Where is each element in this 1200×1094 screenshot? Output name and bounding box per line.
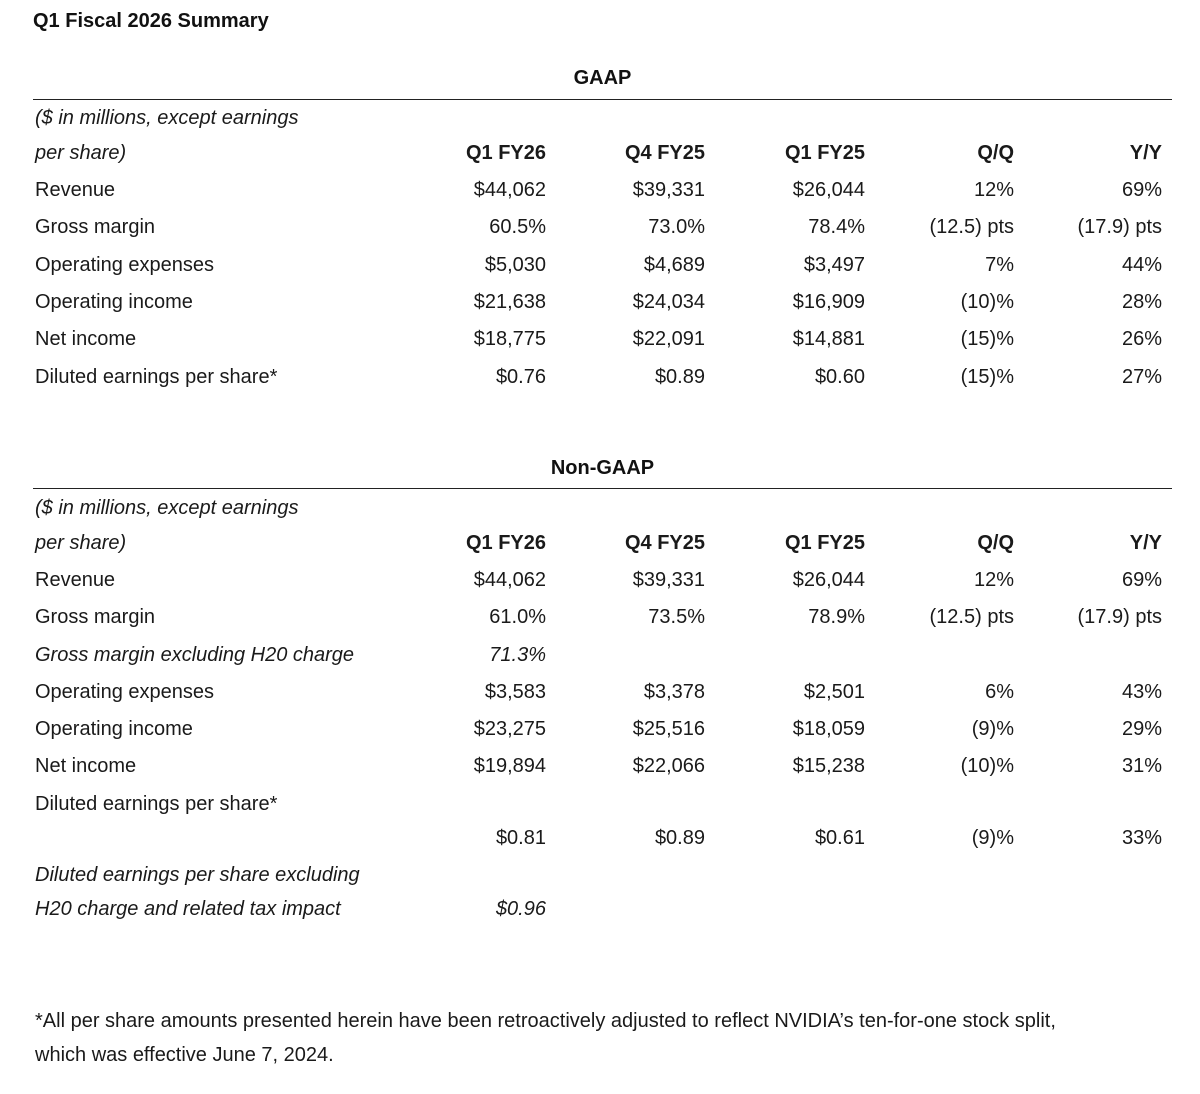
cell-q4fy25: 73.0% [648,216,705,238]
cell-q1fy25: $14,881 [792,328,865,350]
cell-q1fy25: $15,238 [792,755,865,777]
cell-q4fy25: $22,091 [632,328,705,350]
cell-q1fy26: $19,894 [473,755,546,777]
row-label: Diluted earnings per share* [35,793,278,815]
cell-q1fy26: $44,062 [473,179,546,201]
cell-q4fy25: $4,689 [643,254,705,276]
nongaap-col-header-q1fy26: Q1 FY26 [465,532,546,554]
footnote-line1: *All per share amounts presented herein have been retroactively adjusted to reflect NVIDIA’s ten-for-one stock split, [35,1010,1056,1032]
cell-q4fy25: $39,331 [632,179,705,201]
gaap-heading: GAAP [573,67,632,89]
cell-qq: (15)% [960,328,1014,350]
cell-q1fy26: 60.5% [489,216,546,238]
cell-q1fy25: $2,501 [803,681,865,703]
gaap-row-revenue [33,173,1172,207]
cell-q1fy26: $0.96 [495,898,546,920]
gaap-row-diluted-eps [33,360,1172,394]
cell-q1fy25: $18,059 [792,718,865,740]
row-label: Gross margin [35,216,156,238]
cell-q1fy26: $21,638 [473,291,546,313]
cell-q4fy25: $25,516 [632,718,705,740]
gaap-units-label-line2: per share) [35,142,127,164]
cell-yy: 69% [1121,569,1162,591]
cell-yy: (17.9) pts [1077,216,1162,238]
cell-q1fy25: 78.9% [808,606,865,628]
nongaap-row-revenue [33,563,1172,597]
nongaap-header-row [33,526,1172,560]
cell-yy: 43% [1121,681,1162,703]
cell-yy: (17.9) pts [1077,606,1162,628]
cell-q4fy25: $22,066 [632,755,705,777]
cell-yy: 33% [1121,827,1162,849]
nongaap-row-gross-margin [33,600,1172,634]
cell-q1fy25: $26,044 [792,179,865,201]
row-label: Gross margin excluding H20 charge [35,644,355,666]
footnote-line2: which was effective June 7, 2024. [35,1044,334,1066]
cell-q1fy26: $0.76 [495,366,546,388]
nongaap-row-net-income [33,749,1172,783]
nongaap-units-label-line2: per share) [35,532,127,554]
gaap-col-header-qq: Q/Q [977,142,1014,164]
nongaap-units-row [33,491,1172,525]
gaap-row-net-income [33,322,1172,356]
cell-q1fy26: $18,775 [473,328,546,350]
cell-q1fy26: 71.3% [489,644,546,666]
cell-q4fy25: $0.89 [654,827,705,849]
cell-q1fy25: $16,909 [792,291,865,313]
nongaap-col-header-yy: Y/Y [1129,532,1162,554]
row-label: Operating expenses [35,681,215,703]
cell-qq: 12% [973,569,1014,591]
gaap-divider [33,99,1172,100]
cell-q1fy26: 61.0% [489,606,546,628]
cell-qq: (9)% [971,827,1014,849]
cell-q1fy26: $44,062 [473,569,546,591]
row-label: Operating income [35,718,193,740]
cell-yy: 28% [1121,291,1162,313]
row-label: Operating income [35,291,193,313]
nongaap-row-operating-income [33,712,1172,746]
row-label: Revenue [35,569,116,591]
gaap-units-label-line1: ($ in millions, except earnings [35,107,299,129]
cell-yy: 31% [1121,755,1162,777]
gaap-col-header-q1fy25: Q1 FY25 [784,142,865,164]
nongaap-row-gross-margin-ex-h20 [33,638,1172,672]
cell-q1fy26: $23,275 [473,718,546,740]
gaap-col-header-yy: Y/Y [1129,142,1162,164]
cell-q1fy26: $0.81 [495,827,546,849]
gaap-units-row [33,101,1172,135]
nongaap-col-header-q1fy25: Q1 FY25 [784,532,865,554]
cell-qq: (9)% [971,718,1014,740]
cell-q1fy26: $3,583 [484,681,546,703]
row-label: Net income [35,328,137,350]
cell-qq: (15)% [960,366,1014,388]
cell-yy: 29% [1121,718,1162,740]
gaap-row-operating-income [33,285,1172,319]
cell-q4fy25: $3,378 [643,681,705,703]
page-title: Q1 Fiscal 2026 Summary [33,10,269,32]
nongaap-row-diluted-eps-values [33,821,1172,855]
cell-yy: 69% [1121,179,1162,201]
row-label: Revenue [35,179,116,201]
cell-yy: 44% [1121,254,1162,276]
cell-qq: (10)% [960,755,1014,777]
row-label: Diluted earnings per share* [35,366,278,388]
gaap-row-gross-margin [33,210,1172,244]
row-label: Gross margin [35,606,156,628]
cell-q1fy25: $0.60 [814,366,865,388]
cell-qq: (12.5) pts [929,606,1014,628]
cell-q1fy25: $0.61 [814,827,865,849]
nongaap-row-operating-expenses [33,675,1172,709]
cell-q4fy25: $0.89 [654,366,705,388]
nongaap-row-diluted-eps-label [33,787,1172,821]
footnote [35,1004,1175,1072]
cell-qq: 7% [985,254,1014,276]
cell-q1fy25: $3,497 [803,254,865,276]
gaap-col-header-q4fy25: Q4 FY25 [624,142,705,164]
row-label: Operating expenses [35,254,215,276]
row-label: H20 charge and related tax impact [35,898,341,920]
nongaap-units-label-line1: ($ in millions, except earnings [35,497,299,519]
nongaap-row-diluted-eps-ex-h20-line2 [33,892,1172,926]
row-label: Diluted earnings per share excluding [35,864,360,886]
cell-qq: 12% [973,179,1014,201]
nongaap-col-header-q4fy25: Q4 FY25 [624,532,705,554]
cell-q4fy25: $24,034 [632,291,705,313]
row-label: Net income [35,755,137,777]
cell-q1fy25: $26,044 [792,569,865,591]
gaap-row-operating-expenses [33,248,1172,282]
nongaap-col-header-qq: Q/Q [977,532,1014,554]
cell-qq: 6% [985,681,1014,703]
nongaap-divider [33,488,1172,489]
cell-yy: 27% [1121,366,1162,388]
gaap-col-header-q1fy26: Q1 FY26 [465,142,546,164]
cell-q1fy25: 78.4% [808,216,865,238]
cell-qq: (10)% [960,291,1014,313]
cell-yy: 26% [1121,328,1162,350]
nongaap-row-diluted-eps-ex-h20-line1 [33,858,1172,892]
cell-q4fy25: 73.5% [648,606,705,628]
nongaap-heading: Non-GAAP [550,457,655,479]
cell-q1fy26: $5,030 [484,254,546,276]
cell-q4fy25: $39,331 [632,569,705,591]
cell-qq: (12.5) pts [929,216,1014,238]
gaap-header-row [33,136,1172,170]
